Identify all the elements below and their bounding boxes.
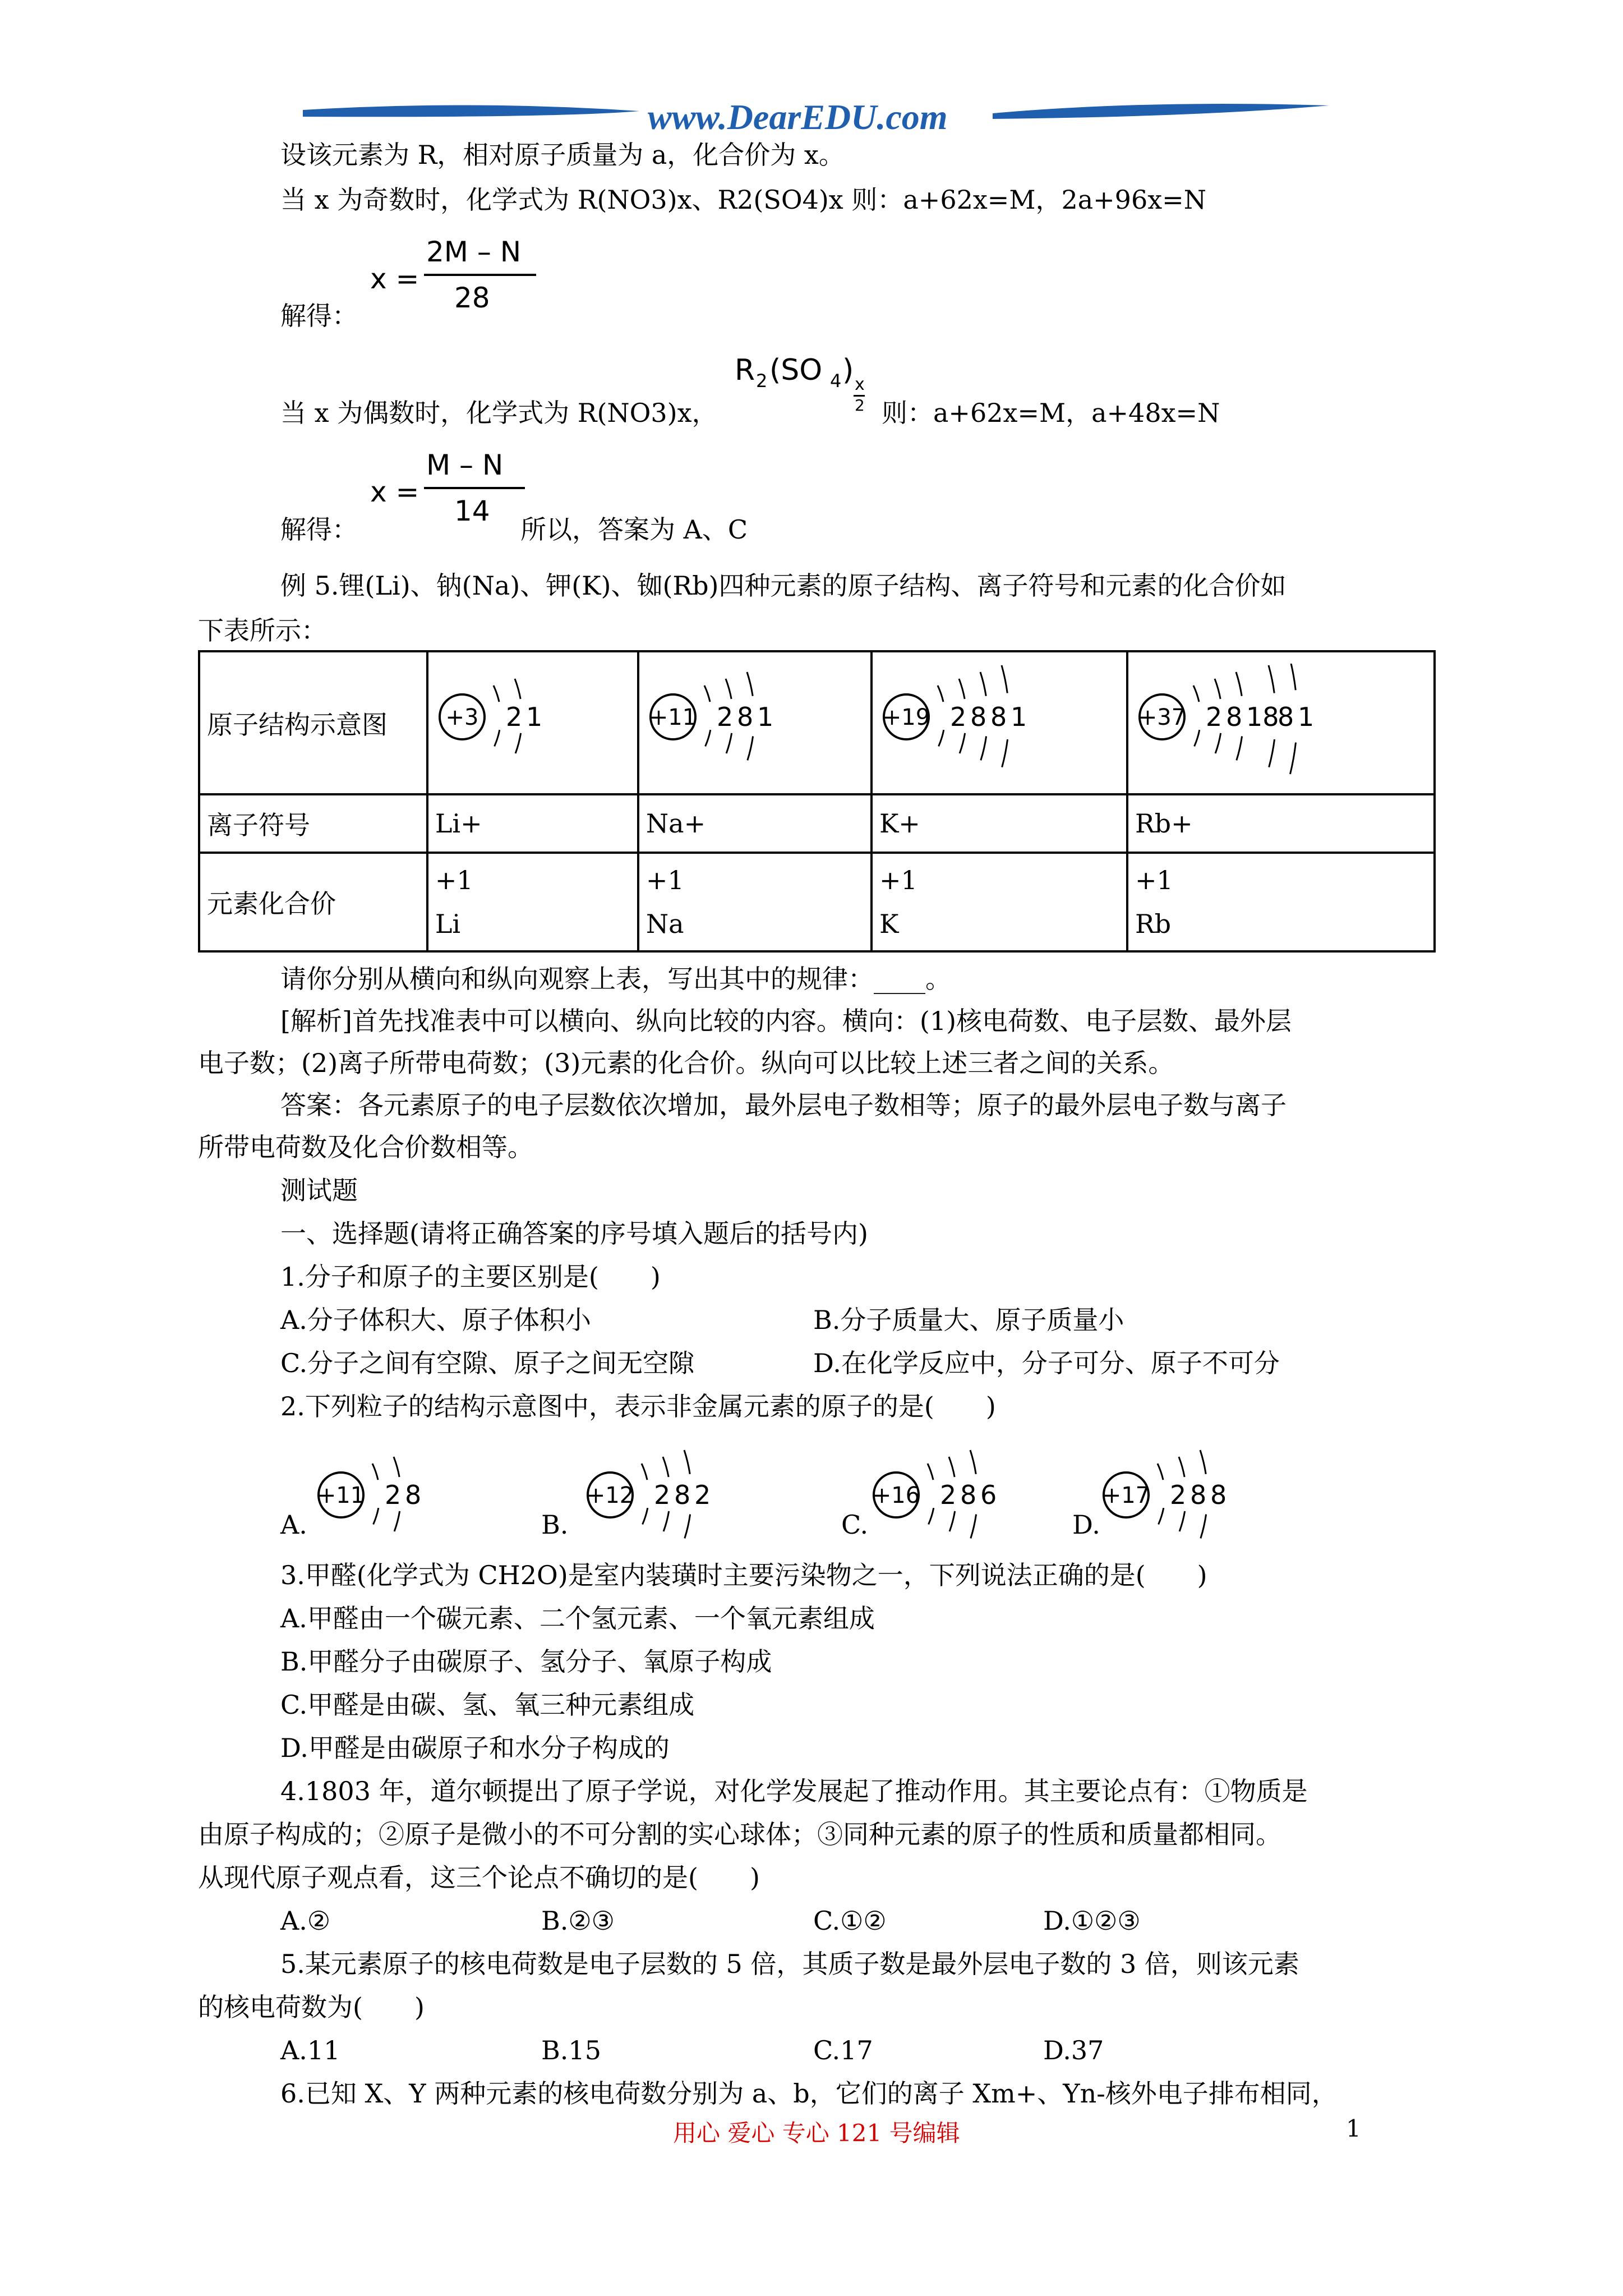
table-atom-shell-count: 18: [1246, 702, 1279, 732]
line-7: 下表所示：: [198, 615, 327, 646]
table-atom-shell-arc: [494, 685, 501, 748]
table-cell-atom-k: [872, 651, 1127, 794]
atom-diagram-k: [879, 664, 1115, 776]
q2-atom-shell-arc: [928, 1464, 935, 1526]
q4-option-b: B.②③: [541, 1906, 615, 1936]
q2-atom-shell-count: 2: [654, 1480, 671, 1510]
table-cell-ion-k: K+: [872, 794, 1127, 853]
table-atom-shell-count: 8: [1226, 702, 1243, 732]
line-21: 5.某元素原子的核电荷数是电子层数的 5 倍，其质子数是最外层电子数的 3 倍，则该元素: [280, 1949, 1299, 1979]
table-row-ion: [199, 794, 1435, 853]
table-cell-valence-k: [872, 853, 1127, 951]
q2-atom-shell-count: 8: [405, 1480, 422, 1510]
q2-atom-shell-arc: [1158, 1464, 1165, 1526]
formula-x: x: [855, 375, 865, 394]
line-1: 设该元素为 R，相对原子质量为 a，化合价为 x。: [280, 140, 845, 170]
line-10: 电子数；(2)离子所带电荷数；(3)元素的化合价。纵向可以比较上述三者之间的关系。: [198, 1048, 1174, 1078]
table-cell-atom-rb: [1127, 651, 1435, 794]
line-20: 从现代原子观点看，这三个论点不确切的是( ): [198, 1862, 760, 1893]
q2-option-b: B.: [541, 1510, 569, 1540]
header-site-name: www.DearEDU.com: [648, 97, 948, 137]
valence-value: +1: [879, 865, 917, 895]
header-banner: [303, 94, 1329, 145]
q1-option-d: D.在化学反应中，分子可分、原子不可分: [813, 1348, 1280, 1378]
table-atom-shell-count: 1: [1298, 702, 1315, 732]
line-19: 由原子构成的；②原子是微小的不可分割的实心球体；③同种元素的原子的性质和质量都相同。: [198, 1819, 1281, 1849]
atom-table: [198, 650, 1436, 953]
q2-atom-shell-count: 8: [1210, 1480, 1227, 1510]
table-atom-shell-arc: [938, 685, 945, 748]
line-9: [解析]首先找准表中可以横向、纵向比较的内容。横向：(1)核电荷数、电子层数、最外层: [280, 1006, 1292, 1036]
line-15: 1.分子和原子的主要区别是( ): [280, 1262, 661, 1292]
q2-atom-shell-count: 8: [1190, 1480, 1207, 1510]
q2-atom-nucleus-label: +11: [317, 1483, 365, 1508]
valence-symbol: K: [879, 909, 899, 939]
table-atom-shell-arc: [704, 685, 712, 748]
fraction-1-denominator: 28: [454, 282, 490, 314]
q2-atom-c: [869, 1442, 1049, 1548]
valence-value: +1: [435, 865, 473, 895]
q4-option-a: A.②: [280, 1906, 331, 1936]
q1-option-a: A.分子体积大、原子体积小: [280, 1305, 591, 1335]
line-8: 请你分别从横向和纵向观察上表，写出其中的规律：____。: [280, 964, 951, 994]
table-row-structure: [199, 651, 1435, 794]
q5-option-d: D.37: [1043, 2035, 1104, 2065]
q2-option-c: C.: [841, 1510, 869, 1540]
table-row-valence: [199, 853, 1435, 951]
q5-option-a: A.11: [280, 2035, 340, 2065]
line-13: 测试题: [280, 1175, 358, 1205]
table-atom-nucleus-label: +3: [445, 705, 479, 730]
q2-atom-nucleus-label: +17: [1102, 1483, 1150, 1508]
line-4b: 则：a+62x=M，a+48x=N: [882, 398, 1220, 428]
line-16: 2.下列粒子的结构示意图中，表示非金属元素的原子的是( ): [280, 1391, 996, 1421]
table-cell-ion-na: Na+: [638, 794, 872, 853]
table-cell-valence-rb: [1127, 853, 1435, 951]
line-23: 6.已知 X、Y 两种元素的核电荷数分别为 a、b，它们的离子 Xm+、Yn-核外电子排布相同，: [280, 2078, 1338, 2109]
q2-option-d: D.: [1072, 1510, 1100, 1540]
fraction-1-lhs: x =: [370, 263, 419, 295]
table-atom-shell-count: 2: [1206, 702, 1223, 732]
table-atom-shell-count: 8: [990, 702, 1007, 732]
line-18: 4.1803 年，道尔顿提出了原子学说，对化学发展起了推动作用。其主要论点有：①物质是: [280, 1776, 1308, 1806]
q2-atom-shell-count: 2: [385, 1480, 402, 1510]
table-label-ion: 离子符号: [199, 794, 427, 853]
line-11: 答案：各元素原子的电子层数依次增加，最外层电子数相等；原子的最外层电子数与离子: [280, 1090, 1287, 1120]
table-atom-nucleus-label: +11: [649, 705, 697, 730]
footer-text: 用心 爱心 专心 121 号编辑: [673, 2119, 960, 2147]
formula-two: 2: [855, 396, 865, 415]
table-cell-atom-li: [427, 651, 638, 794]
q3-option-c: C.甲醛是由碳、氢、氧三种元素组成: [280, 1690, 695, 1720]
table-atom-shell-count: 8: [970, 702, 987, 732]
valence-value: +1: [1135, 865, 1173, 895]
valence-symbol: Li: [435, 909, 461, 939]
atom-diagram-rb: [1135, 664, 1427, 776]
q2-atom-shell-count: 8: [960, 1480, 977, 1510]
formula-close: ): [842, 353, 854, 387]
q5-option-b: B.15: [541, 2035, 601, 2065]
q1-option-c: C.分子之间有空隙、原子之间无空隙: [280, 1348, 695, 1378]
table-cell-valence-na: [638, 853, 872, 951]
q2-atom-nucleus-label: +12: [586, 1483, 634, 1508]
table-cell-valence-li: [427, 853, 638, 951]
q2-atom-shell-count: 2: [694, 1480, 711, 1510]
line-14: 一、选择题(请将正确答案的序号填入题后的括号内): [280, 1218, 868, 1249]
table-atom-shell-count: 1: [525, 702, 543, 732]
table-atom-shell-count: 1: [757, 702, 774, 732]
table-label-structure: 原子结构示意图: [199, 651, 427, 794]
line-5-label: 解得：: [280, 514, 358, 545]
line-17: 3.甲醛(化学式为 CH2O)是室内装璜时主要污染物之一，下列说法正确的是( ): [280, 1560, 1207, 1590]
table-atom-shell-count: 2: [716, 702, 734, 732]
fraction-2-numerator: M – N: [426, 449, 504, 481]
line-6: 例 5.锂(Li)、钠(Na)、钾(K)、铷(Rb)四种元素的原子结构、离子符号和元素的化合价如: [280, 570, 1287, 601]
line-2: 当 x 为奇数时，化学式为 R(NO3)x、R2(SO4)x 则：a+62x=M，2a+96x=N: [280, 185, 1206, 215]
line-4a: 当 x 为偶数时，化学式为 R(NO3)x，: [280, 398, 718, 428]
table-label-valence: 元素化合价: [199, 853, 427, 951]
line-22: 的核电荷数为( ): [198, 1992, 425, 2022]
formula-sub-2: 2: [756, 370, 768, 392]
line-12: 所带电荷数及化合价数相等。: [198, 1132, 533, 1162]
q2-atom-b: [583, 1442, 763, 1548]
page-number: 1: [1346, 2115, 1361, 2142]
q3-option-d: D.甲醛是由碳原子和水分子构成的: [280, 1733, 670, 1763]
table-atom-shell-count: 2: [949, 702, 967, 732]
table-atom-shell-count: 1: [1010, 702, 1027, 732]
table-atom-shell-count: 8: [1278, 702, 1294, 732]
line-3-label: 解得：: [280, 301, 358, 331]
table-cell-ion-rb: Rb+: [1127, 794, 1435, 853]
table-atom-nucleus-label: +37: [1138, 705, 1186, 730]
q2-atom-shell-arc: [372, 1464, 380, 1526]
table-cell-atom-na: [638, 651, 872, 794]
table-atom-shell-arc: [1193, 685, 1201, 748]
valence-value: +1: [645, 865, 684, 895]
line-5-tail: 所以，答案为 A、C: [520, 514, 748, 545]
fraction-1-bar: [424, 274, 536, 276]
atom-diagram-na: [646, 664, 859, 776]
atom-diagram-li: [435, 664, 626, 776]
header-swoosh-right: [993, 104, 1329, 119]
q4-option-d: D.①②③: [1043, 1906, 1141, 1936]
q2-atom-shell-count: 6: [980, 1480, 997, 1510]
valence-symbol: Rb: [1135, 909, 1172, 939]
valence-symbol: Na: [645, 909, 684, 939]
fraction-2-lhs: x =: [370, 476, 419, 508]
q4-option-c: C.①②: [813, 1906, 887, 1936]
q2-atom-shell-count: 2: [1170, 1480, 1187, 1510]
q2-option-a: A.: [280, 1510, 307, 1540]
fraction-2-denominator: 14: [454, 495, 490, 527]
header-swoosh-left: [303, 105, 639, 117]
q2-atom-nucleus-label: +16: [872, 1483, 920, 1508]
q2-atom-a: [314, 1442, 482, 1548]
table-atom-nucleus-label: +19: [882, 705, 930, 730]
q2-atom-d: [1099, 1442, 1279, 1548]
fraction-1: [370, 236, 550, 325]
formula-sub-4: 4: [830, 370, 842, 392]
fraction-2-bar: [424, 487, 525, 489]
q2-atom-shell-count: 2: [940, 1480, 957, 1510]
formula-r2so4: [735, 348, 892, 432]
q5-option-c: C.17: [813, 2035, 873, 2065]
table-atom-shell-count: 2: [505, 702, 523, 732]
q2-atom-shell-count: 8: [674, 1480, 691, 1510]
formula-r: R: [735, 353, 755, 387]
q3-option-a: A.甲醛由一个碳元素、二个氢元素、一个氧元素组成: [280, 1603, 875, 1634]
formula-so: (SO: [769, 353, 823, 387]
q1-option-b: B.分子质量大、原子质量小: [813, 1305, 1124, 1335]
fraction-1-numerator: 2M – N: [426, 236, 522, 268]
q2-atom-shell-arc: [642, 1464, 649, 1526]
table-cell-ion-li: Li+: [427, 794, 638, 853]
q3-option-b: B.甲醛分子由碳原子、氢分子、氧原子构成: [280, 1646, 772, 1677]
table-atom-shell-count: 8: [736, 702, 754, 732]
